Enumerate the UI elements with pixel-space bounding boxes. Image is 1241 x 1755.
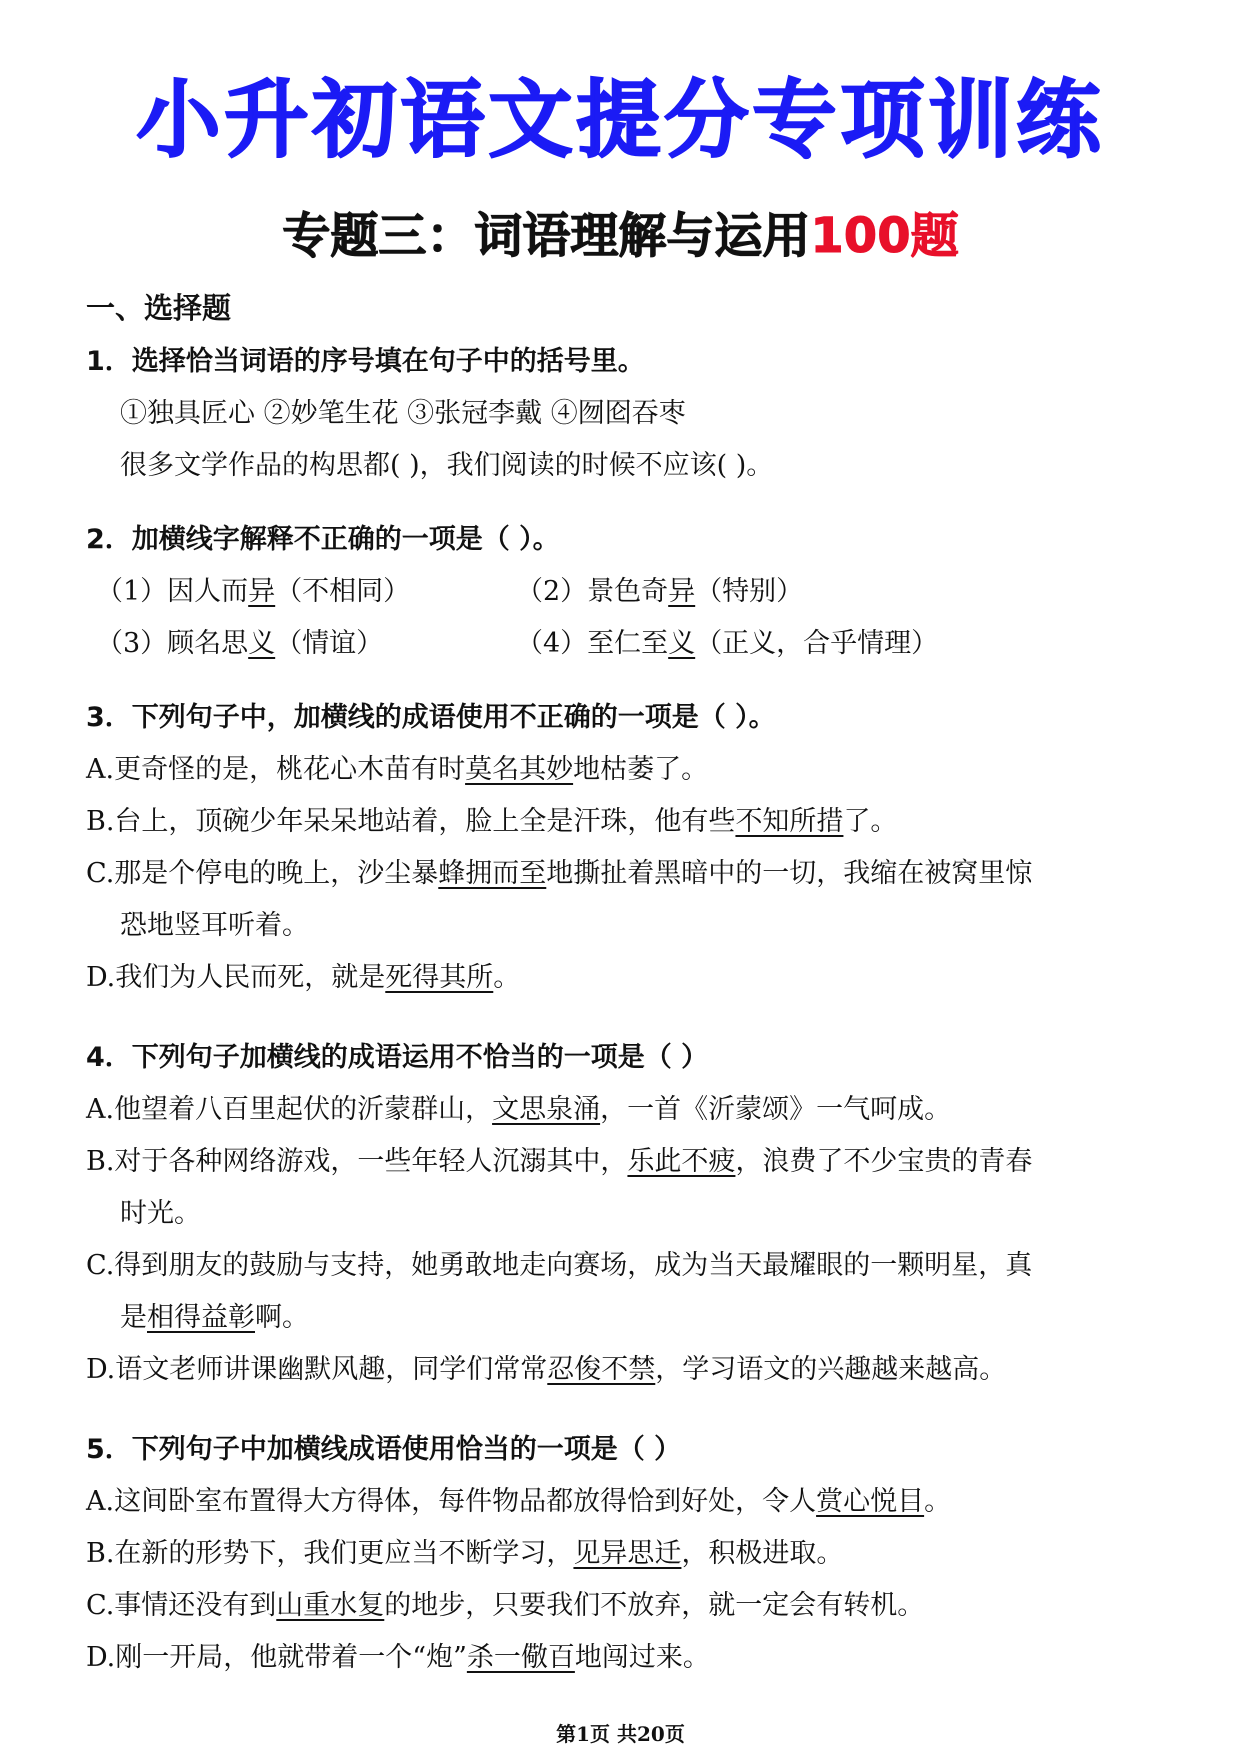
question-4-head: 4．下列句子加横线的成语运用不恰当的一项是（ ） bbox=[86, 1042, 709, 1073]
question-5-option-a: A.这间卧室布置得大方得体，每件物品都放得恰到好处，令人赏心悦目。 bbox=[86, 1486, 952, 1517]
question-3-option-c-cont: 恐地竖耳听着。 bbox=[120, 910, 309, 941]
subtitle-highlight: 100题 bbox=[810, 208, 959, 264]
question-1-options: ①独具匠心 ②妙笔生花 ③张冠李戴 ④囫囵吞枣 bbox=[120, 398, 686, 429]
question-4-option-b-cont: 时光。 bbox=[120, 1198, 201, 1229]
question-4-option-a: A.他望着八百里起伏的沂蒙群山，文思泉涌，一首《沂蒙颂》一气呵成。 bbox=[86, 1094, 952, 1125]
question-4-option-b: B.对于各种网络游戏，一些年轻人沉溺其中，乐此不疲，浪费了不少宝贵的青春 bbox=[86, 1146, 1033, 1177]
question-3-option-c: C.那是个停电的晚上，沙尘暴蜂拥而至地撕扯着黑暗中的一切，我缩在被窝里惊 bbox=[86, 858, 1033, 889]
question-4-option-c: C.得到朋友的鼓励与支持，她勇敢地走向赛场，成为当天最耀眼的一颗明星，真 bbox=[86, 1250, 1033, 1281]
question-5-option-b: B.在新的形势下，我们更应当不断学习，见异思迁，积极进取。 bbox=[86, 1538, 844, 1569]
question-3-option-a: A.更奇怪的是，桃花心木苗有时莫名其妙地枯萎了。 bbox=[86, 754, 709, 785]
question-2-option-2: （2）景色奇异（特别） bbox=[516, 576, 804, 607]
question-3-option-b: B.台上，顶碗少年呆呆地站着，脸上全是汗珠，他有些不知所措了。 bbox=[86, 806, 898, 837]
page-footer: 第1页 共20页 bbox=[556, 1722, 685, 1746]
question-5-head: 5．下列句子中加横线成语使用恰当的一项是（ ） bbox=[86, 1434, 682, 1465]
question-3-option-d: D.我们为人民而死，就是死得其所。 bbox=[86, 962, 521, 993]
question-1-head: 1．选择恰当词语的序号填在句子中的括号里。 bbox=[86, 346, 645, 377]
question-2-row-1 bbox=[86, 566, 1166, 618]
question-5-option-c: C.事情还没有到山重水复的地步，只要我们不放弃，就一定会有转机。 bbox=[86, 1590, 925, 1621]
question-4-option-c-cont: 是相得益彰啊。 bbox=[120, 1302, 309, 1333]
question-2-option-3: （3）顾名思义（情谊） bbox=[96, 628, 384, 659]
question-3-head: 3．下列句子中，加横线的成语使用不正确的一项是（ ）。 bbox=[86, 702, 776, 733]
question-2-row-2 bbox=[86, 618, 1166, 670]
section-title: 一、选择题 bbox=[86, 291, 232, 325]
question-2-option-1: （1）因人而异（不相同） bbox=[96, 576, 411, 607]
subtitle-main: 专题三：词语理解与运用 bbox=[282, 208, 811, 264]
question-list bbox=[86, 286, 1166, 1684]
document-title: 小升初语文提分专项训练 bbox=[136, 71, 1105, 169]
question-2-option-4: （4）至仁至义（正义，合乎情理） bbox=[516, 628, 939, 659]
question-4-option-d: D.语文老师讲课幽默风趣，同学们常常忍俊不禁，学习语文的兴趣越来越高。 bbox=[86, 1354, 1007, 1385]
document-subtitle bbox=[0, 208, 1241, 264]
question-2-head: 2．加横线字解释不正确的一项是（ ）。 bbox=[86, 524, 560, 555]
question-5-option-d: D.刚一开局，他就带着一个“炮”杀一儆百地闯过来。 bbox=[86, 1642, 710, 1673]
question-1-sentence: 很多文学作品的构思都( )，我们阅读的时候不应该( )。 bbox=[120, 450, 774, 481]
